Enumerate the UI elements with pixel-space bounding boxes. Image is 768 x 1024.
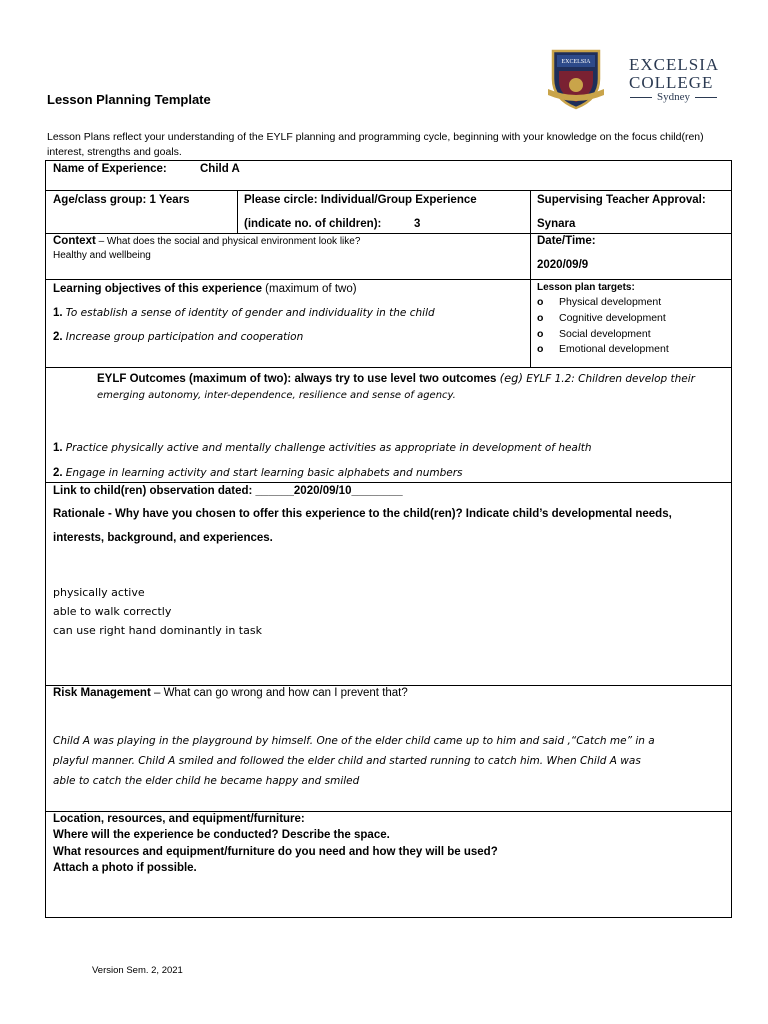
college-logo <box>545 45 745 115</box>
location-question: What resources and equipment/furniture do you need and how they will be used? <box>53 846 498 858</box>
teacher-approval-label: Supervising Teacher Approval: <box>537 194 706 206</box>
rationale-heading-continued: interests, background, and experiences. <box>53 532 273 544</box>
page-title: Lesson Planning Template <box>47 92 211 107</box>
rationale-answer: can use right hand dominantly in task <box>53 624 262 637</box>
target-item: o Cognitive development <box>537 312 666 324</box>
location-question: Attach a photo if possible. <box>53 862 197 874</box>
target-item: o Social development <box>537 328 651 340</box>
risk-management-text: playful manner. Child A smiled and followed the elder child and started running to catch him. When Child A was <box>53 755 641 767</box>
eylf-outcome-2: 2. Engage in learning activity and start learning basic alphabets and numbers <box>53 467 463 479</box>
eylf-outcomes-heading: EYLF Outcomes (maximum of two): always try to use level two outcomes (eg) EYLF 1.2: Children develop their <box>97 371 696 385</box>
target-item: o Physical development <box>537 296 662 308</box>
date-time-label: Date/Time: <box>537 235 596 247</box>
context-heading: Context – What does the social and physical environment look like? <box>53 235 361 247</box>
rationale-answer: physically active <box>53 586 145 599</box>
lesson-plan-targets-label: Lesson plan targets: <box>537 282 635 293</box>
date-time-value: 2020/09/9 <box>537 259 589 271</box>
intro-text: Lesson Plans reflect your understanding of the EYLF planning and programming cycle, beginning with your knowledge on the focus child(ren) interest, strengths and goals. <box>47 131 704 158</box>
circle-experience-label: Please circle: Individual/Group Experience <box>244 194 477 206</box>
svg-text:EXCELSIA: EXCELSIA <box>561 59 591 65</box>
rationale-heading: Rationale - Why have you chosen to offer this experience to the child(ren)? Indicate child’s developmental needs, <box>53 508 672 520</box>
risk-management-text: able to catch the elder child he became happy and smiled <box>53 775 360 787</box>
context-answer: Healthy and wellbeing <box>53 250 151 261</box>
learning-objective-1: 1. To establish a sense of identity of gender and individuality in the child <box>53 307 435 319</box>
location-question: Where will the experience be conducted? Describe the space. <box>53 829 390 841</box>
logo-text-excelsia: EXCELSIA <box>629 55 720 74</box>
children-count: 3 <box>414 218 421 230</box>
location-heading: Location, resources, and equipment/furniture: <box>53 813 305 825</box>
learning-objectives-heading: Learning objectives of this experience (maximum of two) <box>53 283 357 295</box>
risk-management-text: Child A was playing in the playground by himself. One of the elder child came up to him and said ,“Catch me” in a <box>53 735 655 747</box>
age-class-group: Age/class group: 1 Years <box>53 194 190 206</box>
logo-text-sydney: Sydney <box>625 91 722 103</box>
indicate-children-label: (indicate no. of children): <box>244 218 382 230</box>
rationale-answer: able to walk correctly <box>53 605 172 618</box>
target-item: o Emotional development <box>537 343 669 355</box>
learning-objective-2: 2. Increase group participation and cooperation <box>53 331 304 343</box>
logo-text-college: COLLEGE <box>629 73 714 92</box>
name-of-experience-value: Child A <box>200 163 240 175</box>
risk-management-heading: Risk Management – What can go wrong and how can I prevent that? <box>53 687 408 699</box>
version-footer: Version Sem. 2, 2021 <box>92 965 183 976</box>
observation-link: Link to child(ren) observation dated: ______2020/09/10________ <box>53 485 403 497</box>
college-crest-icon <box>545 45 607 111</box>
name-of-experience-label: Name of Experience: <box>53 163 167 175</box>
eylf-outcome-1: 1. Practice physically active and mentally challenge activities as appropriate in development of health <box>53 442 592 454</box>
teacher-approval-value: Synara <box>537 218 576 230</box>
eylf-example-continued: emerging autonomy, inter-dependence, resilience and sense of agency. <box>97 390 456 401</box>
